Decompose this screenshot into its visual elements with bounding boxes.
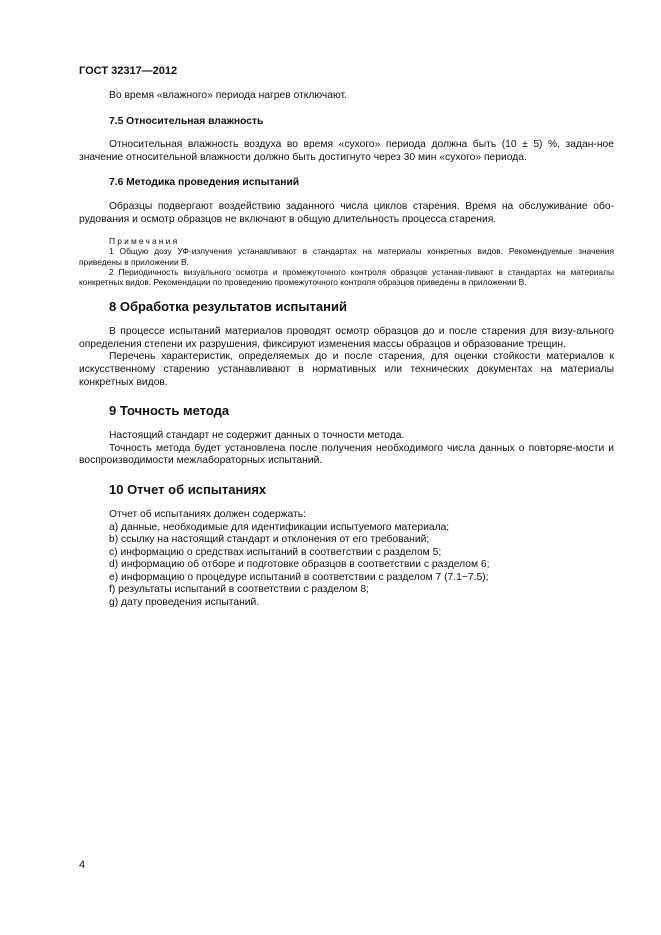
section-10-lead: Отчет об испытаниях должен содержать: xyxy=(109,508,306,520)
page-number: 4 xyxy=(79,859,86,871)
section-7-5-title: 7.5 Относительная влажность xyxy=(109,115,264,127)
section-9-paragraph: Настоящий стандарт не содержит данных о точности метода. xyxy=(109,430,405,442)
notes-title: Примечания xyxy=(109,236,180,247)
page-content xyxy=(79,88,614,610)
list-item: g) дату проведения испытаний. xyxy=(109,597,260,609)
intro-paragraph: Во время «влажного» периода нагрев отключают. xyxy=(109,90,347,101)
notes-block xyxy=(79,236,614,287)
document-code: ГОСТ 32317—2012 xyxy=(79,65,178,77)
section-10-title: 10 Отчет об испытаниях xyxy=(109,481,267,497)
section-8-title: 8 Обработка результатов испытаний xyxy=(109,299,347,315)
section-8-paragraph: В процессе испытаний материалов проводят осмотр образцов до и после старения для визу-ального определения степени их разрушения, фиксируют изменения массы образцов и образование трещин. xyxy=(79,326,614,350)
note-item: 1 Общую дозу УФ-излучения устанавливают в стандартах на материалы конкретных видов. Рекомендуемые значения приведены в приложении В. xyxy=(79,246,614,267)
list-item: d) информацию об отборе и подготовке образцов в соответствии с разделом 6; xyxy=(109,559,490,571)
report-contents-list xyxy=(79,522,614,610)
section-9-title: 9 Точность метода xyxy=(109,403,230,419)
list-item: b) ссылку на настоящий стандарт и отклонения от его требований; xyxy=(109,534,430,546)
section-7-6-text: Образцы подвергают воздействию заданного числа циклов старения. Время на обслуживание обо-рудования и осмотр образцов не включают в общую длительность процесса старения. xyxy=(79,200,614,225)
list-item: f) результаты испытаний в соответствии с разделом 8; xyxy=(109,584,369,596)
list-item: c) информацию о средствах испытаний в соответствии с разделом 5; xyxy=(109,546,442,558)
list-item: a) данные, необходимые для идентификации испытуемого материала; xyxy=(109,521,450,533)
list-item: e) информацию о процедуре испытаний в соответствии с разделом 7 (7.1−7.5); xyxy=(109,571,489,583)
section-7-5-text: Относительная влажность воздуха во время «сухого» периода должна быть (10 ± 5) %, задан-ное значение относительной влажности должно быть достигнуто через 30 мин «сухого» периода. xyxy=(79,139,614,163)
note-item: 2 Периодичность визуального осмотра и промежуточного контроля образцов устанав-ливают в стандартах на материалы конкретных видов. Рекомендации по проведению промежуточного контроля образцов приведены в приложении В. xyxy=(79,266,614,287)
section-8-paragraph: Перечень характеристик, определяемых до и после старения, для оценки стойкости материалов к искусственному старению устанавливают в нормативных или технических документах на материалы конкретных видов. xyxy=(79,351,614,388)
section-7-6-title: 7.6 Методика проведения испытаний xyxy=(109,177,300,189)
section-9-paragraph: Точность метода будет установлена после получения необходимого числа данных о повторяе-мости и воспроизводимости межлабораторных испытаний. xyxy=(79,442,614,467)
